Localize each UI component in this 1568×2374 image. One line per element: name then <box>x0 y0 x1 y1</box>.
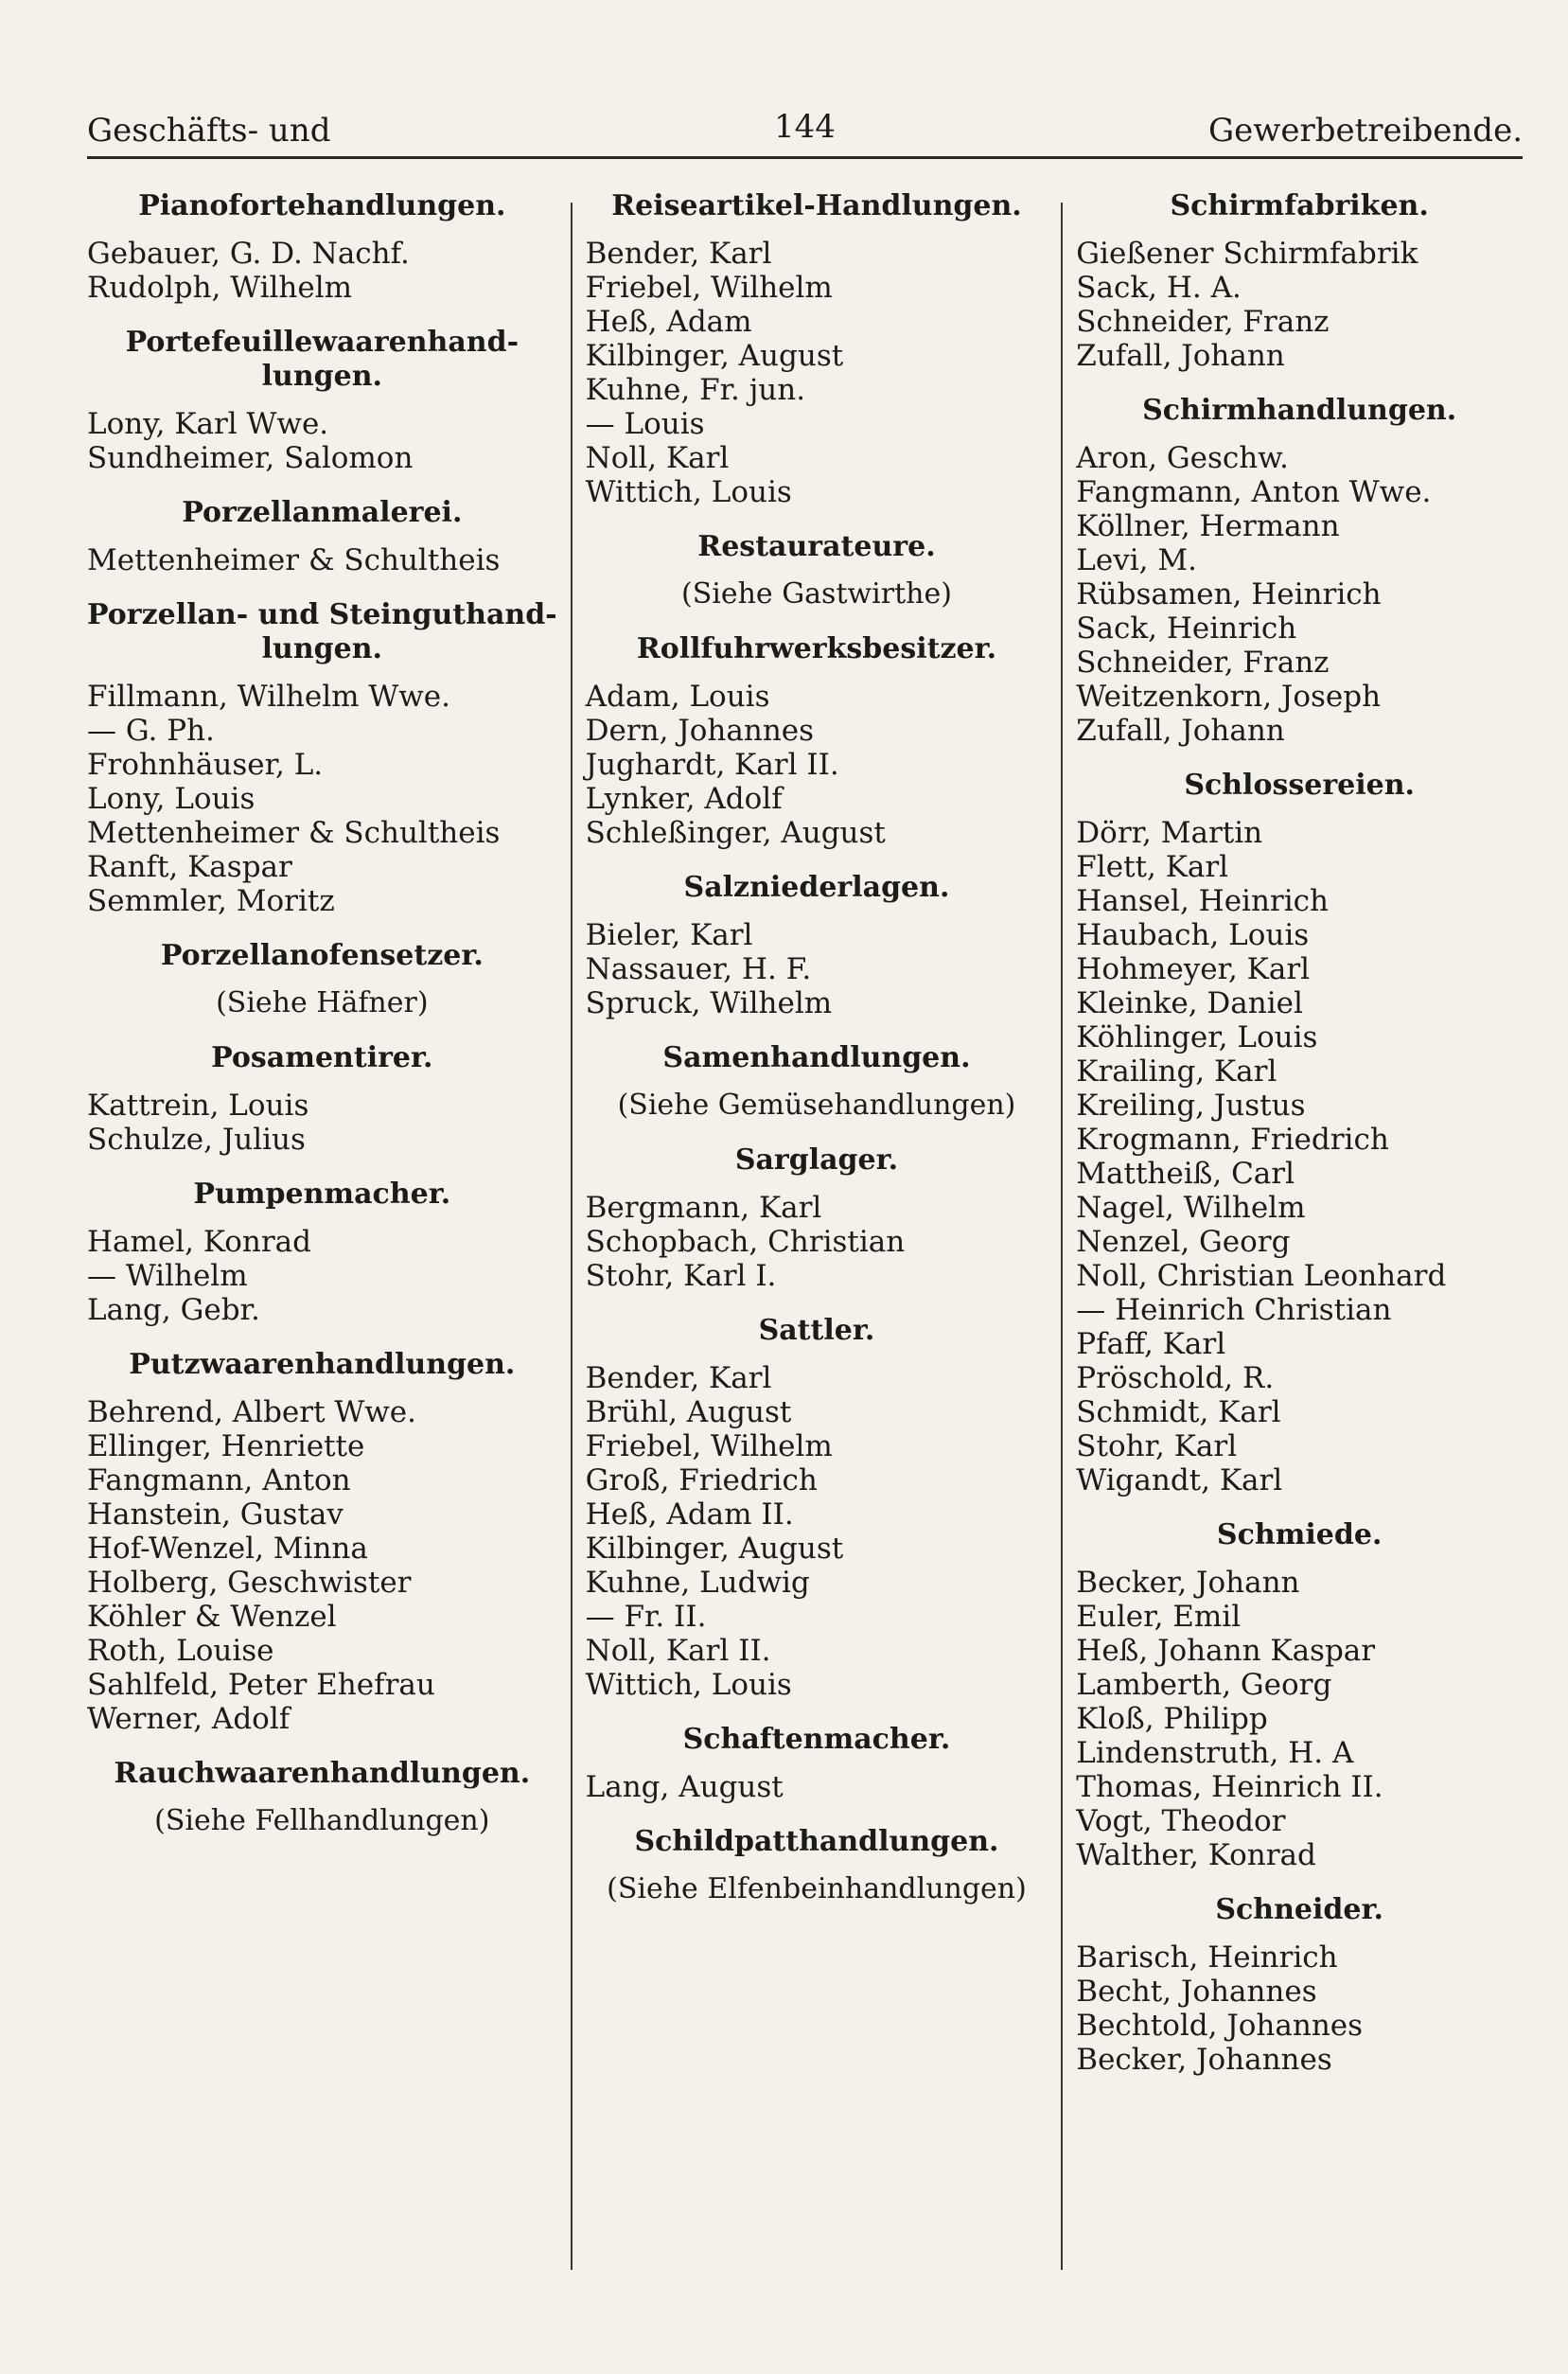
directory-entry: Sack, H. A. <box>1076 271 1242 305</box>
directory-entry: Vogt, Theodor <box>1076 1804 1286 1838</box>
directory-section <box>87 1757 557 1838</box>
section-heading: Pumpenmacher. <box>193 1178 451 1211</box>
directory-entry: Becht, Johannes <box>1076 1975 1317 2009</box>
directory-entry: Walther, Konrad <box>1076 1838 1316 1872</box>
directory-entry: Werner, Adolf <box>87 1702 291 1736</box>
directory-entry: Bieler, Karl <box>585 918 753 952</box>
directory-entry: Lindenstruth, H. A <box>1076 1736 1354 1770</box>
directory-entry: Bechtold, Johannes <box>1076 2009 1364 2043</box>
directory-entry: Hansel, Heinrich <box>1076 884 1329 918</box>
directory-entry: Heß, Johann Kaspar <box>1076 1634 1376 1668</box>
column-1 <box>87 189 571 2270</box>
section-heading: Schaftenmacher. <box>682 1723 951 1756</box>
section-heading: Portefeuillewaarenhand- lungen. <box>125 326 520 393</box>
directory-entry: Schopbach, Christian <box>585 1225 906 1259</box>
column-2 <box>573 189 1062 2270</box>
directory-entry: Schulze, Julius <box>87 1123 306 1157</box>
directory-section <box>1076 1518 1523 1872</box>
directory-entry: Nagel, Wilhelm <box>1076 1191 1306 1225</box>
section-heading: Rauchwaarenhandlungen. <box>114 1757 531 1790</box>
directory-entry: Mettenheimer & Schultheis <box>87 816 501 850</box>
directory-entry: Dörr, Martin <box>1076 816 1263 850</box>
directory-section <box>87 598 557 918</box>
directory-entry: Gebauer, G. D. Nachf. <box>87 237 410 271</box>
directory-section <box>586 530 1048 611</box>
directory-entry: Lamberth, Georg <box>1076 1668 1332 1702</box>
directory-entry: Köllner, Hermann <box>1076 509 1340 543</box>
cross-reference-note: (Siehe Fellhandlungen) <box>154 1804 490 1837</box>
directory-section <box>87 326 557 475</box>
directory-entry: Krogmann, Friedrich <box>1076 1123 1389 1157</box>
section-heading: Schirmhandlungen. <box>1142 394 1457 427</box>
section-heading: Restaurateure. <box>697 530 936 563</box>
directory-entry: Heß, Adam II. <box>585 1497 794 1532</box>
directory-entry: Ranft, Kaspar <box>87 850 292 884</box>
directory-entry: Fangmann, Anton Wwe. <box>1076 475 1432 509</box>
section-heading: Schirmfabriken. <box>1170 189 1429 222</box>
directory-entry: Kuhne, Ludwig <box>585 1566 810 1600</box>
page-header <box>87 95 1523 153</box>
directory-entry: Kleinke, Daniel <box>1076 986 1303 1020</box>
directory-entry: — Louis <box>585 407 705 441</box>
directory-entry: Mettenheimer & Schultheis <box>87 543 501 577</box>
directory-section <box>1076 189 1523 373</box>
section-heading: Reiseartikel-Handlungen. <box>611 189 1022 222</box>
directory-entry: Sack, Heinrich <box>1076 611 1297 646</box>
directory-entry: Stohr, Karl I. <box>585 1259 777 1293</box>
directory-entry: Kloß, Philipp <box>1076 1702 1268 1736</box>
directory-entry: Stohr, Karl <box>1076 1429 1238 1463</box>
directory-section <box>1076 769 1523 1497</box>
directory-entry: Sundheimer, Salomon <box>87 441 414 475</box>
directory-entry: Zufall, Johann <box>1076 714 1285 748</box>
directory-entry: Hamel, Konrad <box>87 1225 311 1259</box>
directory-entry: Hof-Wenzel, Minna <box>87 1532 368 1566</box>
directory-entry: Schneider, Franz <box>1076 305 1330 339</box>
directory-entry: Friebel, Wilhelm <box>585 1429 833 1463</box>
section-heading: Porzellanmalerei. <box>182 496 463 529</box>
directory-section <box>87 1041 557 1157</box>
directory-section <box>87 1348 557 1736</box>
directory-entry: Friebel, Wilhelm <box>585 271 833 305</box>
directory-entry: Noll, Karl II. <box>585 1634 771 1668</box>
directory-entry: Lony, Louis <box>87 782 255 816</box>
directory-entry: Lang, August <box>585 1770 784 1804</box>
directory-entry: Wittich, Louis <box>585 1668 792 1702</box>
directory-entry: Groß, Friedrich <box>585 1463 818 1497</box>
directory-entry: Heß, Adam <box>585 305 752 339</box>
directory-entry: Noll, Christian Leonhard <box>1076 1259 1447 1293</box>
cross-reference-note: (Siehe Elfenbeinhandlungen) <box>607 1872 1027 1905</box>
section-heading: Sarglager. <box>734 1143 899 1177</box>
directory-section <box>586 1041 1048 1123</box>
header-right: Gewerbetreibende. <box>1207 112 1523 150</box>
directory-entry: Hohmeyer, Karl <box>1076 952 1311 986</box>
directory-entry: Semmler, Moritz <box>87 884 335 918</box>
directory-entry: Sahlfeld, Peter Ehefrau <box>87 1668 435 1702</box>
directory-entry: Levi, M. <box>1076 543 1197 577</box>
directory-entry: Kilbinger, August <box>585 1532 844 1566</box>
directory-entry: — Fr. II. <box>585 1600 707 1634</box>
directory-entry: Mattheiß, Carl <box>1076 1157 1295 1191</box>
directory-section <box>586 632 1048 850</box>
directory-section <box>87 496 557 577</box>
section-heading: Samenhandlungen. <box>662 1041 971 1074</box>
directory-entry: Köhler & Wenzel <box>87 1600 337 1634</box>
directory-section <box>87 1178 557 1327</box>
directory-entry: Adam, Louis <box>585 680 770 714</box>
directory-entry: Zufall, Johann <box>1076 339 1285 373</box>
directory-entry: Behrend, Albert Wwe. <box>87 1395 416 1429</box>
directory-section <box>586 1723 1048 1804</box>
header-rule <box>87 156 1523 159</box>
directory-entry: Krailing, Karl <box>1076 1054 1277 1089</box>
directory-entry: Fillmann, Wilhelm Wwe. <box>87 680 450 714</box>
directory-entry: — G. Ph. <box>87 714 215 748</box>
directory-entry: Schleßinger, August <box>585 816 886 850</box>
directory-section <box>87 189 557 305</box>
directory-entry: Becker, Johann <box>1076 1566 1300 1600</box>
directory-section <box>586 189 1048 509</box>
directory-entry: Nenzel, Georg <box>1076 1225 1291 1259</box>
directory-entry: Köhlinger, Louis <box>1076 1020 1318 1054</box>
directory-entry: Flett, Karl <box>1076 850 1229 884</box>
section-heading: Putzwaarenhandlungen. <box>129 1348 516 1381</box>
directory-entry: Noll, Karl <box>585 441 730 475</box>
directory-entry: Thomas, Heinrich II. <box>1076 1770 1383 1804</box>
directory-section <box>87 939 557 1020</box>
directory-entry: Holberg, Geschwister <box>87 1566 412 1600</box>
directory-entry: Aron, Geschw. <box>1076 441 1289 475</box>
directory-entry: Kilbinger, August <box>585 339 844 373</box>
directory-entry: Brühl, August <box>585 1395 792 1429</box>
section-heading: Schildpatthandlungen. <box>634 1825 999 1858</box>
directory-entry: Pfaff, Karl <box>1076 1327 1226 1361</box>
section-heading: Rollfuhrwerksbesitzer. <box>636 632 997 665</box>
directory-entry: Hanstein, Gustav <box>87 1497 344 1532</box>
directory-entry: Jughardt, Karl II. <box>585 748 839 782</box>
cross-reference-note: (Siehe Häfner) <box>216 986 429 1019</box>
directory-entry: — Wilhelm <box>87 1259 248 1293</box>
directory-entry: Bender, Karl <box>585 237 772 271</box>
section-heading: Porzellanofensetzer. <box>160 939 484 972</box>
directory-entry: Wigandt, Karl <box>1076 1463 1283 1497</box>
directory-section <box>586 871 1048 1020</box>
section-heading: Sattler. <box>758 1314 875 1347</box>
directory-entry: Becker, Johannes <box>1076 2043 1332 2077</box>
directory-entry: Schneider, Franz <box>1076 646 1330 680</box>
directory-entry: Gießener Schirmfabrik <box>1076 237 1418 271</box>
directory-entry: Schmidt, Karl <box>1076 1395 1281 1429</box>
directory-entry: Weitzenkorn, Joseph <box>1076 680 1382 714</box>
section-heading: Posamentirer. <box>211 1041 433 1074</box>
section-heading: Pianofortehandlungen. <box>138 189 506 222</box>
cross-reference-note: (Siehe Gemüsehandlungen) <box>617 1089 1016 1122</box>
directory-section <box>586 1314 1048 1702</box>
section-heading: Schneider. <box>1215 1893 1383 1926</box>
section-heading: Schlossereien. <box>1184 769 1415 802</box>
header-left: Geschäfts- und <box>87 112 331 150</box>
directory-entry: Lony, Karl Wwe. <box>87 407 329 441</box>
cross-reference-note: (Siehe Gastwirthe) <box>680 577 952 611</box>
column-3 <box>1063 189 1523 2270</box>
directory-entry: Roth, Louise <box>87 1634 274 1668</box>
directory-entry: Nassauer, H. F. <box>585 952 812 986</box>
directory-entry: Dern, Johannes <box>585 714 815 748</box>
directory-entry: Kattrein, Louis <box>87 1089 309 1123</box>
directory-section <box>1076 394 1523 748</box>
directory-entry: Spruck, Wilhelm <box>585 986 833 1020</box>
directory-entry: Rudolph, Wilhelm <box>87 271 353 305</box>
directory-entry: Bergmann, Karl <box>585 1191 822 1225</box>
directory-entry: Rübsamen, Heinrich <box>1076 577 1382 611</box>
directory-entry: Ellinger, Henriette <box>87 1429 365 1463</box>
directory-entry: — Heinrich Christian <box>1076 1293 1392 1327</box>
directory-entry: Lynker, Adolf <box>585 782 783 816</box>
directory-entry: Fangmann, Anton <box>87 1463 351 1497</box>
directory-entry: Lang, Gebr. <box>87 1293 260 1327</box>
directory-section <box>586 1143 1048 1293</box>
section-heading: Schmiede. <box>1216 1518 1383 1551</box>
directory-section <box>586 1825 1048 1906</box>
directory-entry: Haubach, Louis <box>1076 918 1310 952</box>
columns <box>87 189 1523 2270</box>
directory-entry: Frohnhäuser, L. <box>87 748 324 782</box>
directory-section <box>1076 1893 1523 2077</box>
page-number: 144 <box>774 108 836 146</box>
directory-entry: Pröschold, R. <box>1076 1361 1275 1395</box>
section-heading: Salzniederlagen. <box>683 871 950 904</box>
directory-entry: Kreiling, Justus <box>1076 1089 1306 1123</box>
directory-entry: Barisch, Heinrich <box>1076 1940 1338 1975</box>
section-heading: Porzellan- und Steinguthand- lungen. <box>87 598 557 665</box>
directory-entry: Euler, Emil <box>1076 1600 1242 1634</box>
directory-entry: Wittich, Louis <box>585 475 792 509</box>
directory-entry: Kuhne, Fr. jun. <box>585 373 806 407</box>
directory-entry: Bender, Karl <box>585 1361 772 1395</box>
